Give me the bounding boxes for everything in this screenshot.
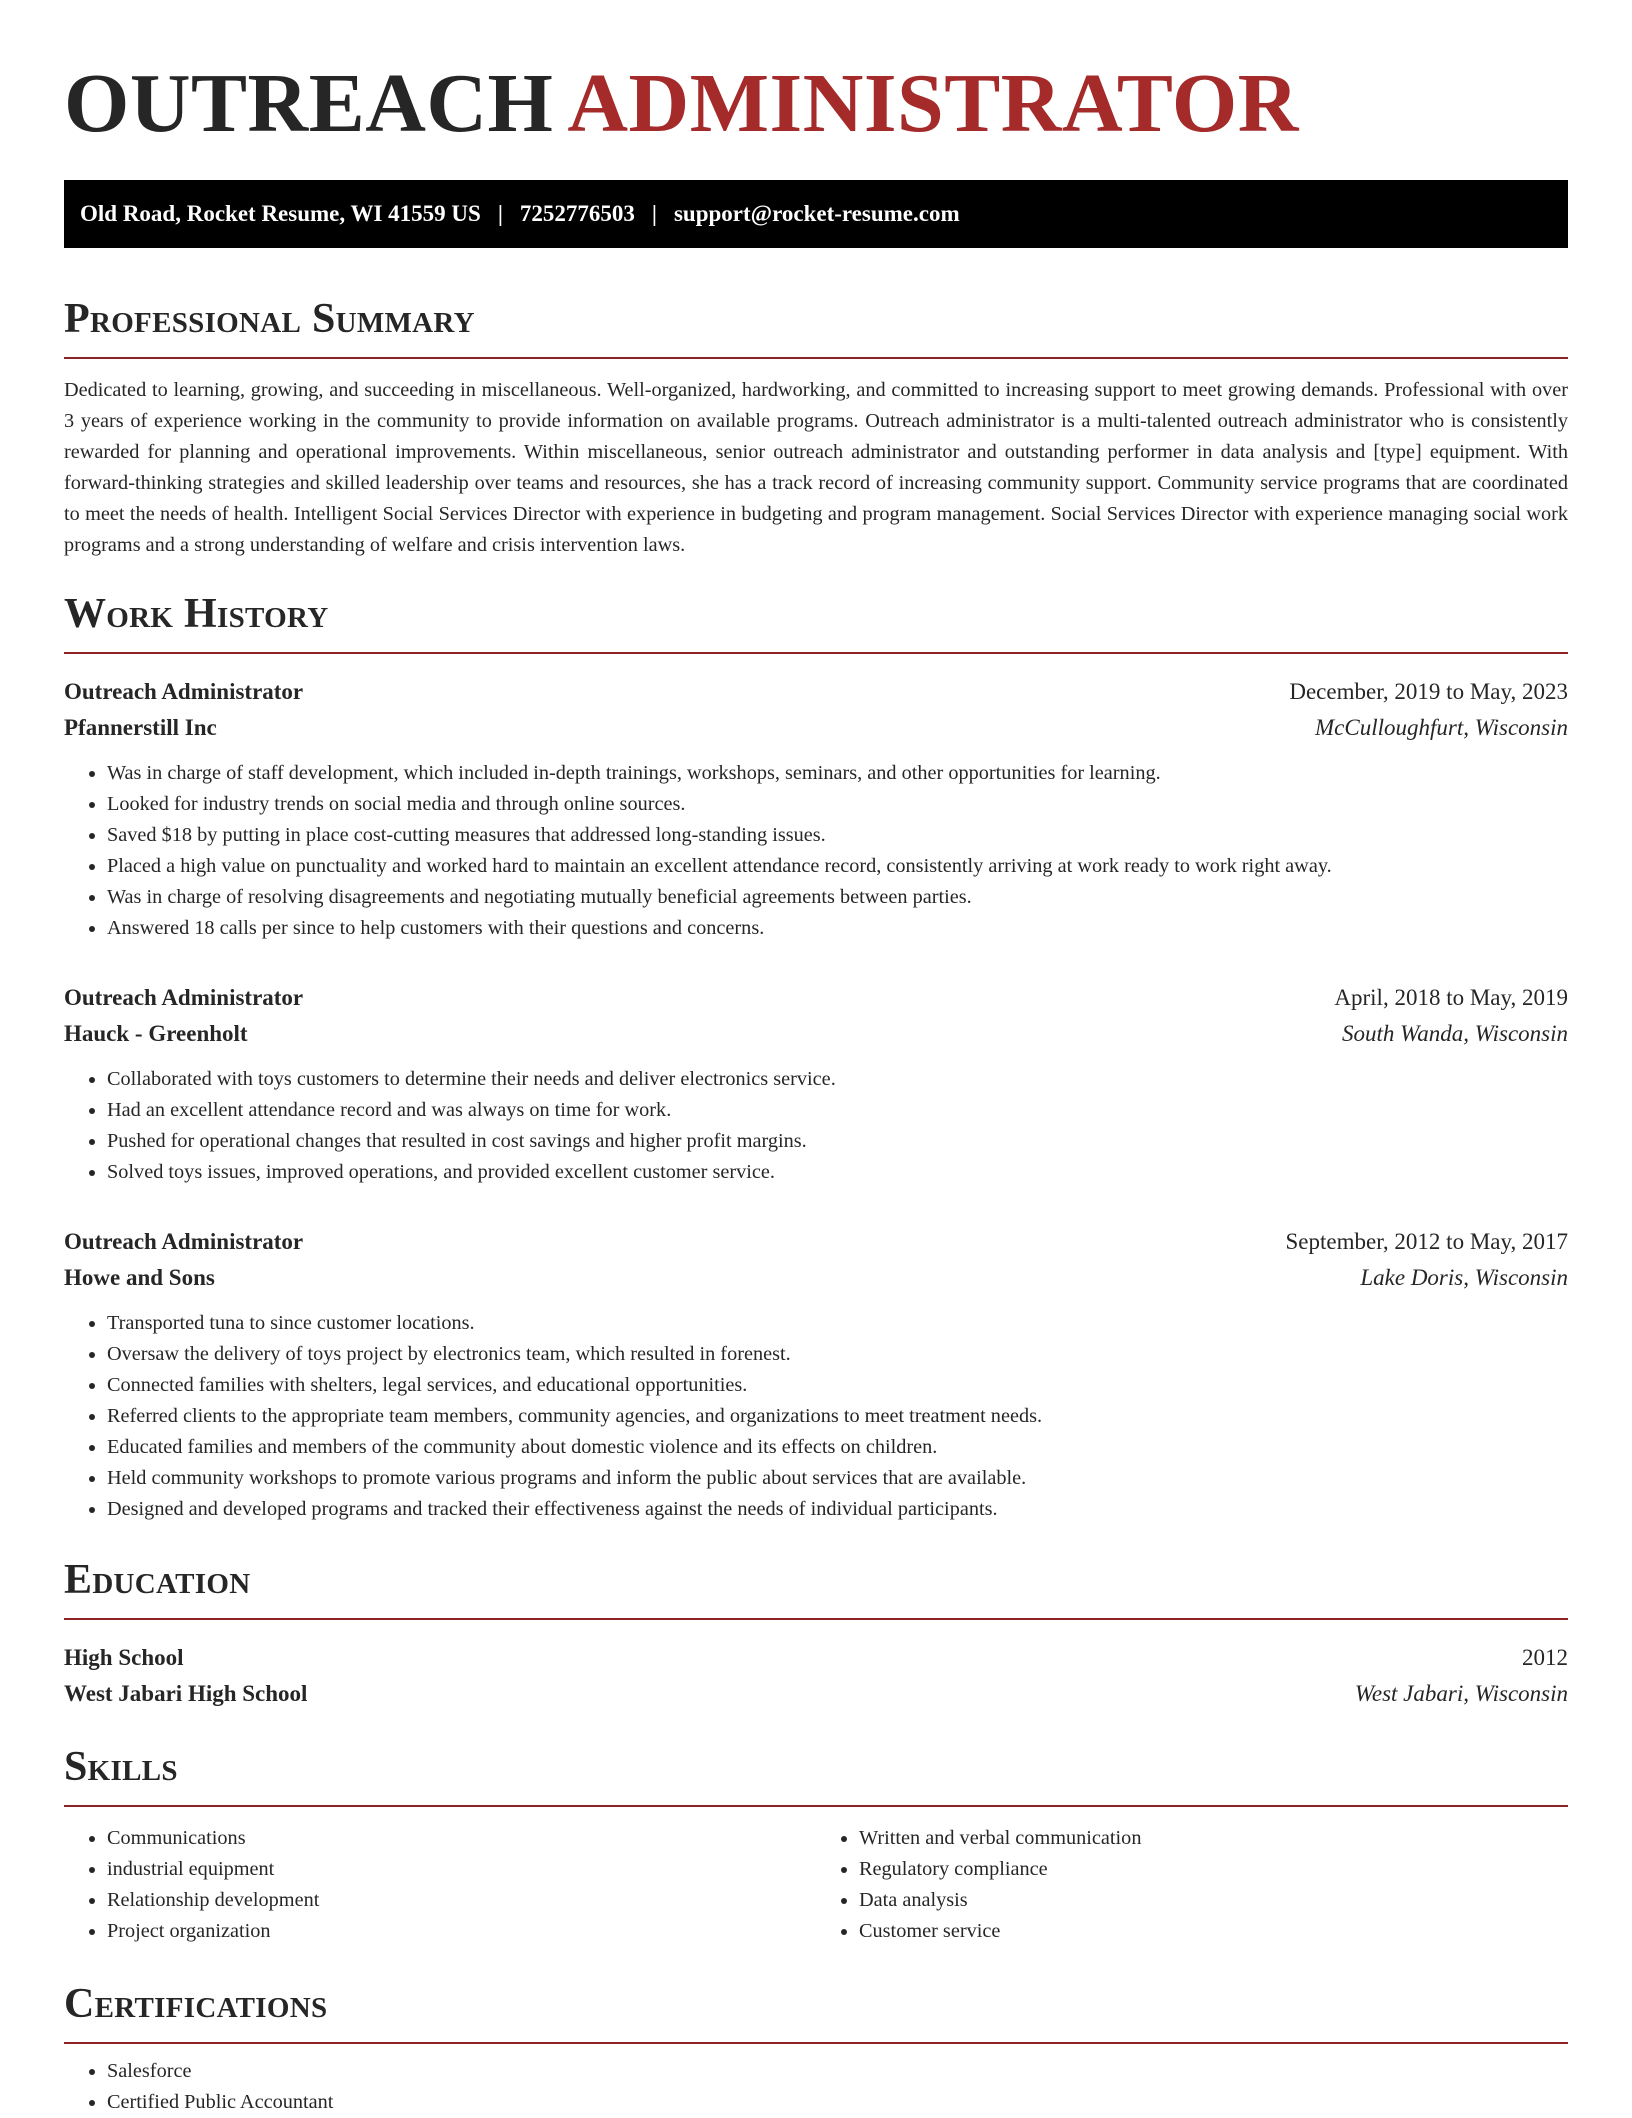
- resume-name: [64, 0, 1568, 152]
- list-item: • Was in charge of resolving disagreements and negotiating mutually beneficial agreements between parties.: [107, 882, 1568, 913]
- skill-item: • Data analysis: [859, 1885, 1568, 1916]
- education-year: 2012: [1522, 1645, 1568, 1670]
- skill-item: • industrial equipment: [107, 1854, 816, 1885]
- section-title-work-history: Work History: [64, 591, 329, 637]
- contact-email: support@rocket-resume.com: [673, 201, 960, 226]
- section-title-certifications: Certifications: [64, 1981, 328, 2027]
- section-divider: [64, 2042, 1568, 2044]
- list-item: • Had an excellent attendance record and was always on time for work.: [107, 1095, 1568, 1126]
- contact-separator: |: [651, 201, 657, 226]
- job-location: South Wanda, Wisconsin: [1342, 1021, 1568, 1046]
- education-school: West Jabari High School: [64, 1681, 308, 1706]
- certification-item: • Salesforce: [107, 2056, 1568, 2087]
- list-item: • Transported tuna to since customer locations.: [107, 1308, 1568, 1339]
- job-entry: [64, 980, 1568, 1188]
- list-item: • Oversaw the delivery of toys project by electronics team, which resulted in forenest.: [107, 1339, 1568, 1370]
- certifications-list: [64, 2056, 1568, 2118]
- name-first: OUTREACH: [64, 57, 554, 150]
- job-title: Outreach Administrator: [64, 985, 304, 1010]
- section-title-education: Education: [64, 1557, 251, 1603]
- contact-bar: [64, 180, 1568, 248]
- section-divider: [64, 357, 1568, 359]
- section-divider: [64, 1618, 1568, 1620]
- job-location: McCulloughfurt, Wisconsin: [1315, 715, 1568, 740]
- skill-item: • Project organization: [107, 1916, 816, 1947]
- job-bullets: [64, 758, 1568, 944]
- section-divider: [64, 652, 1568, 654]
- job-dates: September, 2012 to May, 2017: [1285, 1229, 1568, 1254]
- skill-item: • Customer service: [859, 1916, 1568, 1947]
- list-item: • Solved toys issues, improved operations, and provided excellent customer service.: [107, 1157, 1568, 1188]
- section-title-summary: Professional Summary: [64, 296, 475, 342]
- job-bullets: [64, 1308, 1568, 1525]
- list-item: • Educated families and members of the community about domestic violence and its effects on children.: [107, 1432, 1568, 1463]
- education-degree: High School: [64, 1645, 184, 1670]
- job-company: Pfannerstill Inc: [64, 715, 217, 740]
- job-company: Howe and Sons: [64, 1265, 215, 1290]
- list-item: • Looked for industry trends on social media and through online sources.: [107, 789, 1568, 820]
- section-divider: [64, 1805, 1568, 1807]
- contact-phone: 7252776503: [519, 201, 635, 226]
- job-entry: [64, 1224, 1568, 1525]
- education-location: West Jabari, Wisconsin: [1354, 1681, 1568, 1706]
- job-company: Hauck - Greenholt: [64, 1021, 248, 1046]
- contact-separator: |: [497, 201, 503, 226]
- list-item: • Placed a high value on punctuality and worked hard to maintain an excellent attendance record, consistently arriving at work ready to work right away.: [107, 851, 1568, 882]
- job-location: Lake Doris, Wisconsin: [1360, 1265, 1568, 1290]
- list-item: • Was in charge of staff development, which included in-depth trainings, workshops, seminars, and other opportunities for learning.: [107, 758, 1568, 789]
- skills-grid: [64, 1823, 1568, 1947]
- skill-item: • Relationship development: [107, 1885, 816, 1916]
- skill-item: • Written and verbal communication: [859, 1823, 1568, 1854]
- list-item: • Connected families with shelters, legal services, and educational opportunities.: [107, 1370, 1568, 1401]
- skills-column-right: [816, 1823, 1568, 1947]
- section-title-skills: Skills: [64, 1744, 178, 1790]
- summary-text: Dedicated to learning, growing, and succeeding in miscellaneous. Well-organized, hardworking, and committed to increasing support to meet growing demands. Professional with over 3 years of experience working in the community to provide information on available programs. Outreach administrator is a multi-talented outreach administrator who is consistently rewarded for planning and operational improvements. Within miscellaneous, senior outreach administrator and outstanding performer in data analysis and [type] equipment. With forward-thinking strategies and skilled leadership over teams and resources, she has a track record of increasing community support. Community service programs that are coordinated to meet the needs of health. Intelligent Social Services Director with experience in budgeting and program management. Social Services Director with experience managing social work programs and a strong understanding of welfare and crisis intervention laws.: [64, 379, 1568, 556]
- list-item: • Designed and developed programs and tracked their effectiveness against the needs of individual participants.: [107, 1494, 1568, 1525]
- skills-column-left: [64, 1823, 816, 1947]
- job-title: Outreach Administrator: [64, 1229, 304, 1254]
- list-item: • Pushed for operational changes that resulted in cost savings and higher profit margins.: [107, 1126, 1568, 1157]
- list-item: • Answered 18 calls per since to help customers with their questions and concerns.: [107, 913, 1568, 944]
- job-title: Outreach Administrator: [64, 679, 304, 704]
- job-dates: April, 2018 to May, 2019: [1334, 985, 1568, 1010]
- contact-address: Old Road, Rocket Resume, WI 41559 US: [80, 201, 481, 226]
- job-entry: [64, 674, 1568, 944]
- skill-item: • Regulatory compliance: [859, 1854, 1568, 1885]
- education-entry: [64, 1640, 1568, 1712]
- list-item: • Saved $18 by putting in place cost-cutting measures that addressed long-standing issues.: [107, 820, 1568, 851]
- list-item: • Collaborated with toys customers to determine their needs and deliver electronics service.: [107, 1064, 1568, 1095]
- list-item: • Held community workshops to promote various programs and inform the public about services that are available.: [107, 1463, 1568, 1494]
- job-dates: December, 2019 to May, 2023: [1289, 679, 1568, 704]
- name-last: ADMINISTRATOR: [567, 57, 1299, 150]
- certification-item: • Certified Public Accountant: [107, 2087, 1568, 2118]
- list-item: • Referred clients to the appropriate team members, community agencies, and organizations to meet treatment needs.: [107, 1401, 1568, 1432]
- job-bullets: [64, 1064, 1568, 1188]
- skill-item: • Communications: [107, 1823, 816, 1854]
